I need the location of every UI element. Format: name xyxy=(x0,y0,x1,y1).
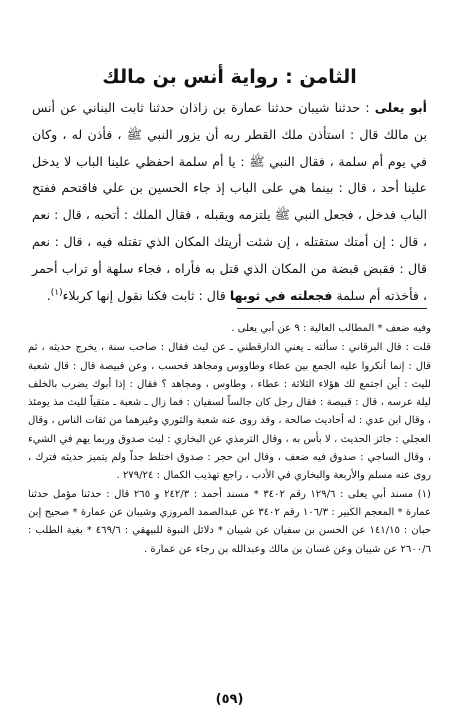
hadith-text-end: قال : ثابت فكنا نقول إنها كربلاء xyxy=(62,287,226,303)
section-heading xyxy=(0,66,459,88)
footnote-marker: (١) xyxy=(50,287,63,298)
hadith-end-mark: . xyxy=(46,287,51,303)
hadith-paragraph xyxy=(32,95,427,309)
page-number: (٥٩) xyxy=(215,692,244,707)
heading-separator: : xyxy=(285,66,293,88)
narrator-name: أبو يعلى xyxy=(374,100,427,115)
main-text xyxy=(32,95,427,309)
heading-title: رواية أنس بن مالك xyxy=(102,66,279,88)
footnotes xyxy=(28,320,431,559)
note-first: وفيه ضعف * المطالب العالية : ٩ عن أبي يعلى . xyxy=(231,323,431,334)
heading-label: الثامن xyxy=(299,66,357,88)
note-second: قلت : قال البرقاني : سألته ـ يعني الدارقطني ـ عن ليث فقال : صاحب سنة ، يخرج حديثه ، ثم قال : إنما أنكروا عليه الجمع بين عطاء وطاووس ومجاهد فحسب ، وعن قبيصة قال : قال شعبة لليث : أين اجتمع لك هؤلاء الثلاثة : عطاء ، وطاوس ، ومجاهد ؟ فقال : إذا أبوك يضرب بالخلف ليلة عرسه ، قال : قبيصة : فقال رجل كان جالساً لسفيان : فما زال ـ شعبة ـ متقياً لليث مذ يومئذ ، وقال ابن عدي : له أحاديث صالحة ، وقد روى عنه شعبة والثوري وغيرهما من ثقات الناس ، وقال العجلي : جائز الحديث ، لا بأس به ، وقال الترمذي عن البخاري : ليث صدوق وربما يهم في الشيء ، وقال الساجي : صدوق فيه ضعف ، وقال ابن حجر : صدوق اختلط جداً ولم يتميز حديثه فترك ، روى عنه مسلم والأربعة والبخاري في الأدب ، راجع تهذيب الكمال : ٢٧٩/٢٤ . xyxy=(28,342,431,482)
footnote-divider xyxy=(237,308,427,309)
hadith-text-start: : حدثنا شيبان حدثنا عمارة بن زاذان حدثنا ثابت البناني عن أنس بن مالك قال : استأذن ملك القطر ربه أن يزور النبي ﷺ ، فأذن له ، وكان في يوم أم سلمة ، فقال النبي ﷺ : يا أم سلمة احفظي علينا الباب لا يدخل علينا أحد ، قال : بينما هي على الباب إذ جاء الحسين بن علي فاقتحم ففتح الباب فدخل ، فجعل النبي ﷺ يلتزمه ويقبله ، فقال الملك : أتحبه ، قال : نعم ، قال : إن أمتك ستقتله ، إن شئت أريتك المكان الذي تقتله فيه ، قال : نعم قال : فقبض قبضة من المكان الذي قتل به فأراه ، فجاء سلهة أو تراب أحمر ، فأخذته أم سلمة xyxy=(32,100,427,303)
hadith-bold-phrase: فجعلته في ثوبها xyxy=(229,287,333,303)
note-third: (١) مسند أبي يعلى : ١٢٩/٦ رقم ٣٤٠٢ * مسند أحمد : ٢٤٢/٣ و ٢٦٥ قال : حدثنا مؤمل حدثنا عمارة * المعجم الكبير : ١٠٦/٣ رقم ٣٤٠٢ عن عبدالصمد المروزي وشيبان عن عمارة * صحيح إبن حبان : ١٤١/١٥ عن الحسن بن سفيان عن شيبان * دلائل النبوة للبيهقي : ٤٦٩/٦ * بغية الطلب : ٢٦٠٠/٦ عن شيبان وعن غسان بن مالك وعبدالله بن رجاء عن عمارة . xyxy=(28,488,432,555)
